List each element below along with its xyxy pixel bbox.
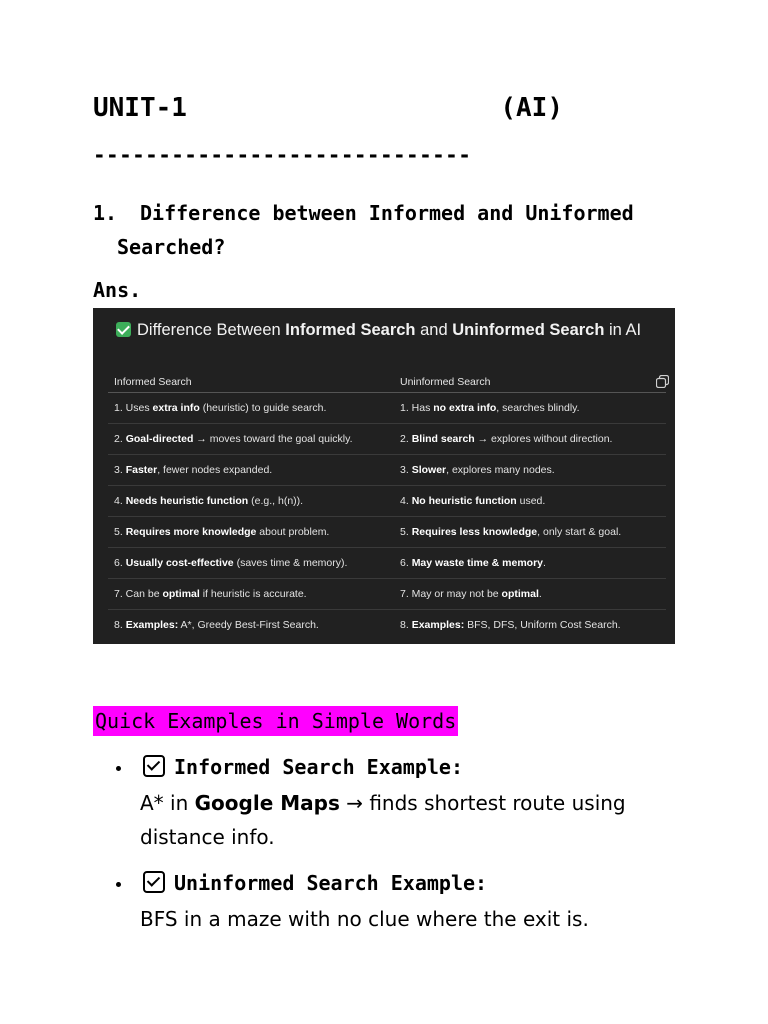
- cell-text: .: [543, 557, 546, 569]
- question-number: 1.: [93, 201, 118, 225]
- table-row: [108, 548, 666, 579]
- cell-uninformed: [394, 517, 666, 548]
- cell-text: 3.: [114, 464, 126, 476]
- example-title: [143, 752, 463, 782]
- cell-bold-text: optimal: [501, 588, 539, 600]
- cell-uninformed: [394, 610, 666, 641]
- cell-text: BFS, DFS, Uniform Cost Search.: [464, 619, 621, 631]
- cell-text: 8.: [400, 619, 412, 631]
- green-check-icon: [116, 322, 131, 337]
- cell-informed: [108, 579, 394, 610]
- cell-informed: [108, 455, 394, 486]
- panel-title-mid: and: [415, 321, 453, 339]
- cell-text: , only start & goal.: [537, 526, 622, 538]
- panel-title: [116, 320, 671, 341]
- cell-uninformed: [394, 424, 666, 455]
- cell-bold-text: Faster: [125, 464, 158, 476]
- example-title-text: Uninformed Search Example:: [174, 871, 488, 895]
- cell-informed: [108, 548, 394, 579]
- cell-bold-text: extra info: [152, 402, 200, 414]
- example-body-text: BFS in a maze with no clue where the exit is.: [140, 907, 589, 931]
- cell-uninformed: [394, 486, 666, 517]
- bullet-dot: [116, 766, 121, 771]
- table-row: [108, 424, 666, 455]
- table-row: [108, 486, 666, 517]
- cell-text: 4.: [114, 495, 126, 507]
- cell-text: 8.: [114, 619, 126, 631]
- cell-text: → explores without direction.: [474, 433, 613, 445]
- cell-uninformed: [394, 393, 666, 424]
- cell-informed: [108, 393, 394, 424]
- cell-text: if heuristic is accurate.: [199, 588, 307, 600]
- example-body: [140, 902, 700, 936]
- table-row: [108, 393, 666, 424]
- cell-text: 5.: [400, 526, 412, 538]
- example-title-text: Informed Search Example:: [174, 755, 463, 779]
- table-row: [108, 517, 666, 548]
- cell-bold-text: Goal-directed: [125, 433, 194, 445]
- panel-title-suffix: in AI: [604, 321, 642, 339]
- question-line-2: Searched?: [117, 235, 226, 259]
- cell-bold-text: no extra info: [433, 402, 497, 414]
- example-body-bold: Google Maps: [194, 791, 340, 815]
- example-body: [140, 786, 700, 854]
- cell-text: 3.: [400, 464, 412, 476]
- cell-text: 6.: [114, 557, 126, 569]
- cell-text: A*, Greedy Best-First Search.: [178, 619, 319, 631]
- cell-text: 5.: [114, 526, 126, 538]
- column-header-informed: Informed Search: [108, 372, 394, 393]
- cell-bold-text: Blind search: [411, 433, 475, 445]
- cell-text: 7. May or may not be: [400, 588, 502, 600]
- subject-label: (AI): [500, 93, 563, 123]
- cell-text: 4.: [400, 495, 412, 507]
- panel-title-prefix: Difference Between: [137, 321, 286, 339]
- cell-text: 7. Can be: [114, 588, 163, 600]
- cell-informed: [108, 486, 394, 517]
- cell-bold-text: Usually cost-effective: [125, 557, 234, 569]
- comparison-table: [108, 372, 666, 640]
- cell-text: 6.: [400, 557, 412, 569]
- cell-text: , searches blindly.: [496, 402, 580, 414]
- table-header-row: [108, 372, 666, 393]
- cell-text: (saves time & memory).: [233, 557, 348, 569]
- table-row: [108, 455, 666, 486]
- cell-uninformed: [394, 548, 666, 579]
- table-row: [108, 610, 666, 641]
- panel-title-uninformed: Uninformed Search: [452, 321, 605, 339]
- cell-text: used.: [516, 495, 546, 507]
- question: [93, 196, 693, 264]
- question-line-1: Difference between Informed and Uniformed: [140, 201, 634, 225]
- cell-informed: [108, 424, 394, 455]
- cell-text: (e.g., h(n)).: [248, 495, 304, 507]
- cell-text: .: [538, 588, 542, 600]
- table-row: [108, 579, 666, 610]
- cell-informed: [108, 610, 394, 641]
- cell-bold-text: optimal: [162, 588, 200, 600]
- cell-text: → moves toward the goal quickly.: [193, 433, 353, 445]
- cell-text: 2.: [400, 433, 412, 445]
- cell-uninformed: [394, 455, 666, 486]
- cell-uninformed: [394, 579, 666, 610]
- cell-text: (heuristic) to guide search.: [199, 402, 327, 414]
- cell-bold-text: No heuristic function: [411, 495, 517, 507]
- cell-text: , explores many nodes.: [446, 464, 555, 476]
- cell-bold-text: Requires more knowledge: [125, 526, 257, 538]
- bullet-dot: [116, 882, 121, 887]
- cell-text: 1. Uses: [114, 402, 153, 414]
- cell-bold-text: Examples:: [125, 619, 179, 631]
- cell-bold-text: Examples:: [411, 619, 465, 631]
- panel-title-informed: Informed Search: [285, 321, 416, 339]
- checkbox-icon: [143, 755, 165, 777]
- unit-label: UNIT-1: [93, 93, 187, 123]
- cell-bold-text: Needs heuristic function: [125, 495, 249, 507]
- cell-bold-text: Slower: [411, 464, 447, 476]
- example-title: [143, 868, 487, 898]
- example-body-suffix: → finds shortest route using distance info.: [140, 791, 626, 849]
- cell-informed: [108, 517, 394, 548]
- column-header-uninformed: Uninformed Search: [394, 372, 666, 393]
- example-body-prefix: A* in: [140, 791, 195, 815]
- comparison-screenshot: [93, 308, 675, 644]
- cell-text: 1. Has: [400, 402, 434, 414]
- dash-divider: -----------------------------: [93, 143, 472, 167]
- cell-bold-text: Requires less knowledge: [411, 526, 538, 538]
- unit-title: [93, 90, 563, 126]
- quick-examples-heading: Quick Examples in Simple Words: [93, 706, 458, 736]
- answer-label: Ans.: [93, 278, 142, 302]
- cell-text: about problem.: [256, 526, 330, 538]
- checkbox-icon: [143, 871, 165, 893]
- cell-text: , fewer nodes expanded.: [157, 464, 273, 476]
- cell-bold-text: May waste time & memory: [411, 557, 543, 569]
- cell-text: 2.: [114, 433, 126, 445]
